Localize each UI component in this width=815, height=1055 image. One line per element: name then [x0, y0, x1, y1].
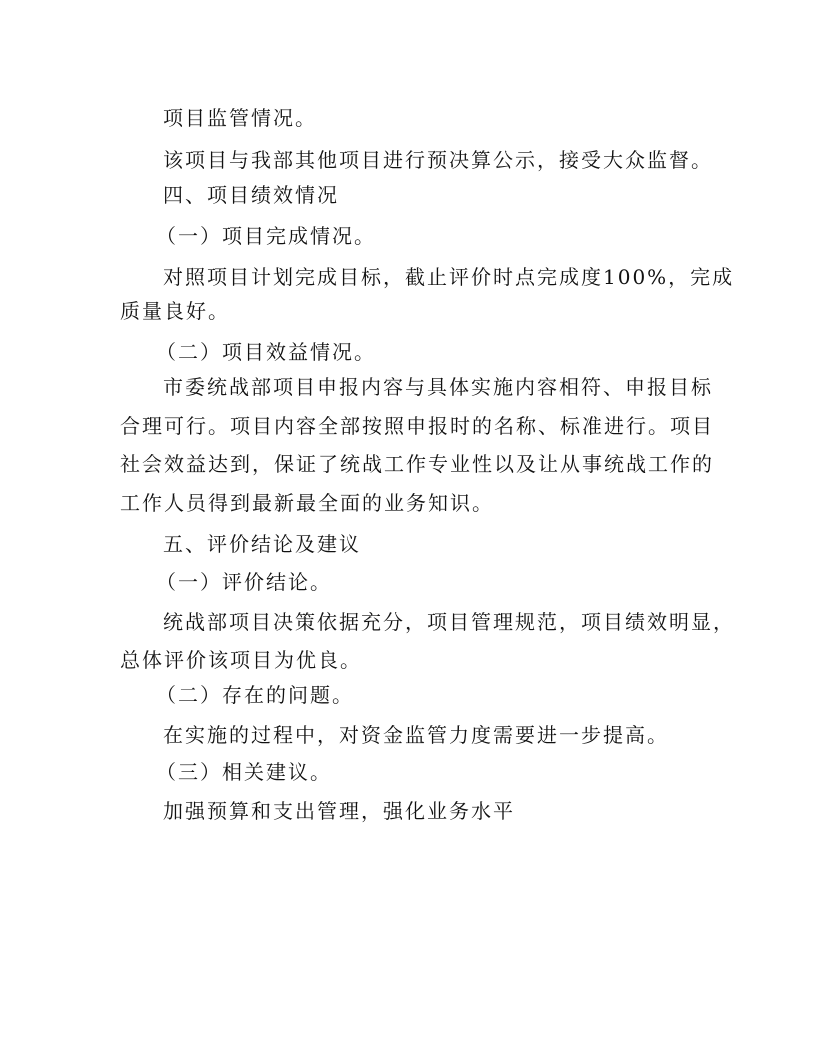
- subsection-heading: （一）评价结论。: [156, 570, 332, 594]
- subsection-heading: （二）存在的问题。: [156, 683, 354, 707]
- subsection-heading: （二）项目效益情况。: [156, 340, 376, 364]
- paragraph-line: 该项目与我部其他项目进行预决算公示，接受大众监督。: [163, 148, 713, 172]
- paragraph-line: 社会效益达到，保证了统战工作专业性以及让从事统战工作的: [120, 452, 714, 476]
- paragraph-line: 工作人员得到最新最全面的业务知识。: [120, 491, 494, 515]
- paragraph-line: 加强预算和支出管理，强化业务水平: [163, 799, 515, 823]
- paragraph-line: 合理可行。项目内容全部按照申报时的名称、标准进行。项目: [120, 414, 714, 438]
- section-heading: 四、项目绩效情况: [163, 183, 339, 207]
- subsection-heading: （三）相关建议。: [156, 760, 332, 784]
- paragraph-line: 总体评价该项目为优良。: [120, 648, 362, 672]
- paragraph-line: 对照项目计划完成目标，截止评价时点完成度100%，完成: [163, 265, 735, 289]
- paragraph-line: 市委统战部项目申报内容与具体实施内容相符、申报目标: [163, 375, 713, 399]
- paragraph-line: 项目监管情况。: [163, 106, 317, 130]
- paragraph-line: 在实施的过程中，对资金监管力度需要进一步提高。: [163, 723, 669, 747]
- section-heading: 五、评价结论及建议: [163, 532, 361, 556]
- paragraph-line: 质量良好。: [120, 299, 230, 323]
- paragraph-line: 统战部项目决策依据充分，项目管理规范，项目绩效明显，: [163, 610, 735, 634]
- subsection-heading: （一）项目完成情况。: [156, 224, 376, 248]
